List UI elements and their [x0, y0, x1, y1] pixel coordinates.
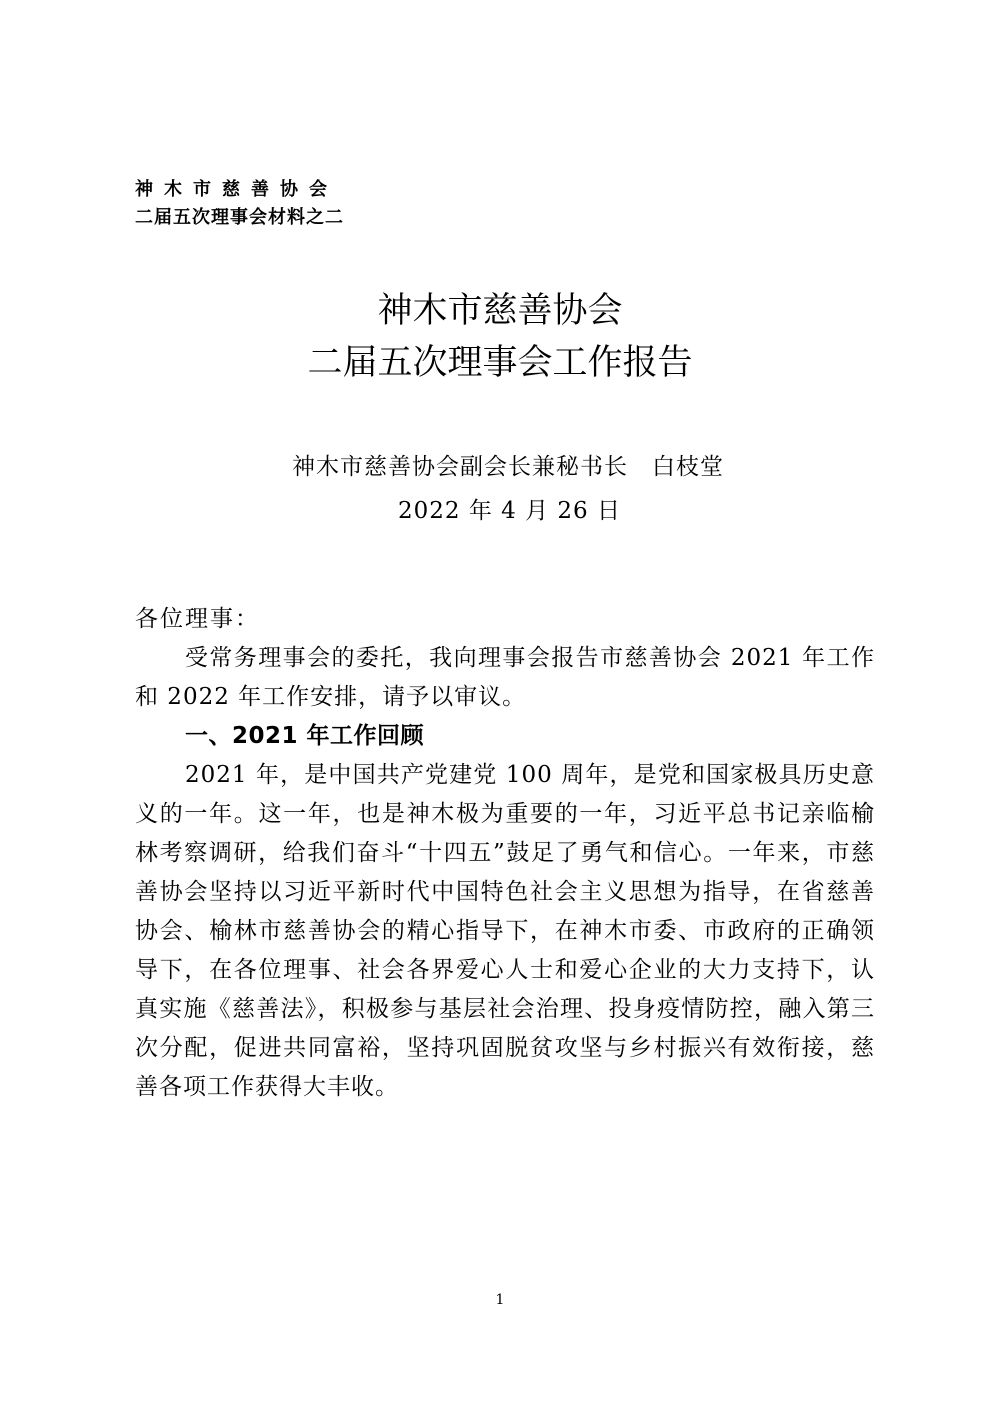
section-1-paragraph: 2021 年，是中国共产党建党 100 周年，是党和国家极具历史意义的一年。这一年，也是神木极为重要的一年，习近平总书记亲临榆林考察调研，给我们奋斗“十四五”鼓足了勇气和信心。一年来，市慈善协会坚持以习近平新时代中国特色社会主义思想为指导，在省慈善协会、榆林市慈善协会的精心指导下，在神木市委、市政府的正确领导下，在各位理事、社会各界爱心人士和爱心企业的大力支持下，认真实施《慈善法》，积极参与基层社会治理、投身疫情防控，融入第三次分配，促进共同富裕，坚持巩固脱贫攻坚与乡村振兴有效衔接，慈善各项工作获得大丰收。 — [135, 762, 875, 1100]
title-line-2: 二届五次理事会工作报告 — [307, 343, 693, 383]
document-body — [135, 600, 875, 1107]
header-org-name: 神木市慈善协会 — [135, 179, 338, 200]
report-date: 2022 年 4 月 26 日 — [398, 498, 621, 524]
document-title — [0, 285, 1000, 389]
author-role-name: 神木市慈善协会副会长兼秘书长 白枝堂 — [292, 454, 724, 480]
title-line-1: 神木市慈善协会 — [377, 291, 623, 331]
page-number: 1 — [495, 1292, 505, 1308]
section-heading-1: 一、2021 年工作回顾 — [185, 723, 425, 749]
intro-paragraph: 受常务理事会的委托，我向理事会报告市慈善协会 2021 年工作和 2022 年工作安排，请予以审议。 — [135, 645, 875, 710]
header-material-label: 二届五次理事会材料之二 — [135, 207, 344, 228]
document-header — [135, 176, 344, 232]
greeting: 各位理事： — [135, 606, 260, 632]
